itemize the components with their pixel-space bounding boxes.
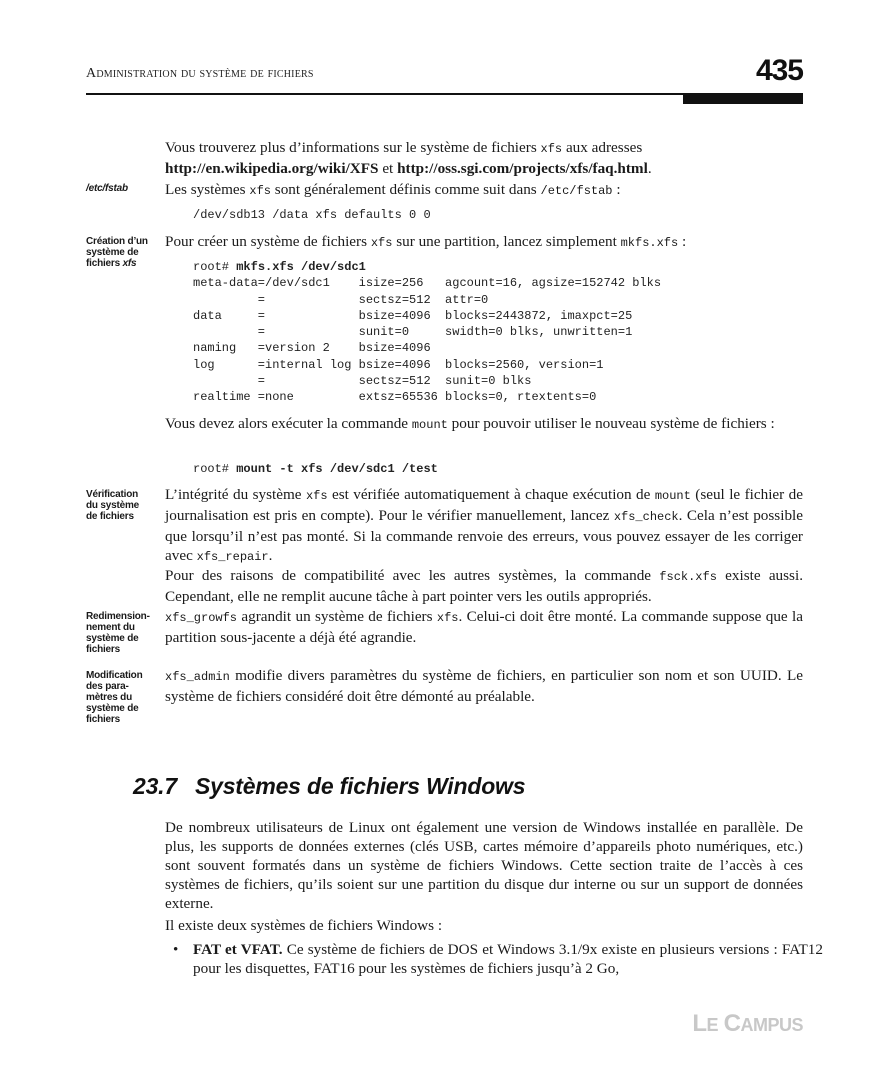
mount-intro-paragraph: Vous devez alors exécuter la commande mount pour pouvoir utiliser le nouveau système de fichiers : [165, 415, 775, 432]
mount-code: root# mount -t xfs /dev/sdc1 /test [193, 462, 438, 476]
modify-paragraph: xfs_admin modifie divers paramètres du système de fichiers, en particulier son nom et son UUID. Le système de fichiers considéré doit être démonté au préalable. [165, 667, 803, 705]
header-initial: A [86, 66, 97, 81]
margin-note-fstab: /etc/fstab [86, 183, 128, 194]
section-title: Systèmes de fichiers Windows [194, 773, 526, 799]
bullet-dot: • [173, 941, 179, 958]
section-paragraph-2: Il existe deux systèmes de fichiers Windows : [165, 917, 443, 934]
intro-paragraph: Vous trouverez plus d’informations sur le système de fichiers xfs aux adresses http://en.wikipedia.org/wiki/XFS et http://oss.sgi.com/projects/xfs/faq.html. [165, 139, 652, 177]
section-paragraph-1: De nombreux utilisateurs de Linux ont également une version de Windows installée en parallèle. De plus, les supports de données externes (clés USB, cartes mémoire d’appareils photo numériques, etc.) sont souvent formatés dans un système de fichiers Windows. Cette section traite de l’accès à ces systèmes de fichiers, qu’ils soient sur une partition du disque dur interne ou sur un support de données externe. [165, 819, 803, 912]
fstab-paragraph: Les systèmes xfs sont généralement définis comme suit dans /etc/fstab : [165, 181, 621, 198]
header-bar [683, 95, 803, 104]
url-wikipedia: http://en.wikipedia.org/wiki/XFS [165, 160, 379, 177]
publisher-logo: LE CAMPUS [692, 1010, 803, 1037]
creation-paragraph: Pour créer un système de fichiers xfs sur une partition, lancez simplement mkfs.xfs : [165, 233, 687, 250]
section-heading [133, 773, 525, 800]
list-item-fat: • FAT et VFAT. Ce système de fichiers de DOS et Windows 3.1/9x existe en plusieurs versions : FAT12 pour les disquettes, FAT16 pour les systèmes de fichiers jusqu’à 2 Go, [173, 941, 823, 977]
fstab-code: /dev/sdb13 /data xfs defaults 0 0 [193, 208, 431, 222]
resize-paragraph: xfs_growfs agrandit un système de fichiers xfs. Celui-ci doit être monté. La commande suppose que la partition sous-jacente a déjà été agrandie. [165, 608, 803, 646]
margin-note-creation: Création d’un système de fichiers xfs [86, 236, 148, 269]
margin-note-resize: Redimension- nement du système de fichiers [86, 611, 150, 655]
verification-paragraph-2: Pour des raisons de compatibilité avec les autres systèmes, la commande fsck.xfs existe aussi. Cependant, elle ne remplit aucune tâche à part pointer vers les outils appropriés. [165, 567, 803, 605]
mkfs-code-block: root# mkfs.xfs /dev/sdc1 meta-data=/dev/sdc1 isize=256 agcount=16, agsize=152742 blks = sectsz=512 attr=0 data = bsize=4096 blocks=2443872, imaxpct=25 = sunit=0 swidth=0 blks, unwritten=1 naming =version 2 bsize=4096 log =internal log bsize=4096 blocks=2560, version=1 = sectsz=512 sunit=0 blks realtime =none extsz=65536 blocks=0, rtextents=0 [193, 260, 662, 405]
margin-note-modify: Modification des para- mètres du système de fichiers [86, 670, 143, 725]
page-number: 435 [755, 54, 803, 87]
section-number: 23.7 [133, 773, 177, 799]
header-rest: dministration du système de fichiers [96, 66, 314, 81]
margin-note-verification: Vérification du système de fichiers [86, 489, 140, 522]
running-header [86, 66, 314, 82]
mkfs-output: meta-data=/dev/sdc1 isize=256 agcount=16, agsize=152742 blks = sectsz=512 attr=0 data = bsize=4096 blocks=2443872, imaxpct=25 = sunit=0 swidth=0 blks, unwritten=1 naming =version 2 bsize=4096 log =internal log bsize=4096 blocks=2560, version=1 = sectsz=512 sunit=0 blks realtime =none extsz=65536 blocks=0, rtextents=0 [193, 276, 662, 405]
verification-paragraph-1: L’intégrité du système xfs est vérifiée automatiquement à chaque exécution de mount (seul le fichier de journalisation est pris en compte). Pour le vérifier manuellement, lancez xfs_check. Cela n’est possible que lorsqu’il n’est pas monté. Si la commande renvoie des erreurs, vous pouvez essayer de les corriger avec xfs_repair. [165, 486, 803, 564]
url-sgi: http://oss.sgi.com/projects/xfs/faq.html [397, 160, 648, 177]
